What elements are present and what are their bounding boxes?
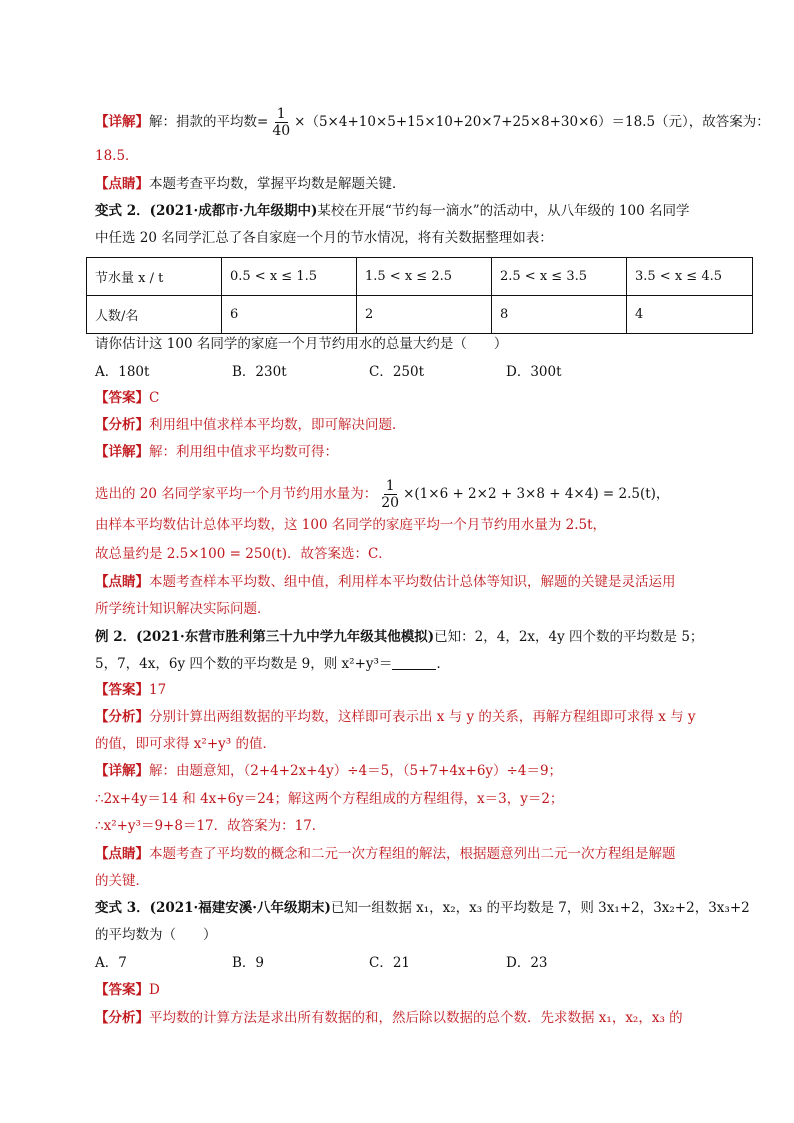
analysis-text: 的值，即可求得 x²+y³ 的值． — [95, 736, 276, 752]
table-cell: 6 — [222, 296, 357, 334]
table-cell: 2 — [357, 296, 492, 334]
problem-label: 变式 2．(2021·成都市·九年级期中) — [95, 203, 318, 219]
answer-tag: 【答案】 — [95, 682, 149, 698]
water-saving-table — [86, 257, 753, 334]
detail-tag: 【详解】 — [95, 444, 149, 460]
fraction-denominator: 20 — [381, 495, 400, 511]
option-c: C．250t — [369, 364, 425, 380]
fraction — [379, 478, 401, 511]
v2-answer-line — [95, 388, 754, 408]
table-header-cell: 节水量 x / t — [87, 258, 222, 296]
fraction-numerator: 1 — [385, 478, 395, 494]
option-d: D．23 — [506, 955, 548, 971]
analysis-text: 利用组中值求样本平均数，即可解决问题． — [149, 417, 406, 433]
table-cell: 8 — [492, 296, 627, 334]
analysis-text: 平均数的计算方法是求出所有数据的和，然后除以数据的总个数．先求数据 x₁，x₂，x₃ 的 — [149, 1010, 683, 1026]
answer-value: C — [149, 390, 160, 406]
answer-tag: 【答案】 — [95, 982, 149, 998]
table-cell: 人数/名 — [87, 296, 222, 334]
ex2-detail-line — [95, 761, 754, 781]
fraction — [270, 106, 292, 139]
v2-comment-line — [95, 572, 754, 592]
table-cell: 4 — [627, 296, 753, 334]
detail-text: 选出的 20 名同学家平均一个月节约用水量为： — [95, 486, 378, 502]
comment-text: 所学统计知识解决实际问题． — [95, 601, 271, 617]
answer-value: 17 — [149, 682, 167, 698]
problem-text: 已知一组数据 x₁，x₂，x₃ 的平均数是 7，则 3x₁+2，3x₂+2，3x₃+2 — [330, 900, 750, 916]
detail-text: ∴2x+4y＝14 和 4x+6y＝24；解这两个方程组成的方程组得，x＝3，y＝2； — [95, 791, 564, 807]
v2-detail-line — [95, 442, 754, 462]
problem-text: 已知：2，4，2x，4y 四个数的平均数是 5； — [434, 629, 704, 645]
fraction-numerator: 1 — [276, 106, 286, 122]
answer-value: 18.5． — [95, 148, 139, 164]
fraction-denominator: 40 — [272, 123, 291, 139]
detail-text: 解：捐款的平均数= — [149, 114, 269, 130]
q1-detail-line — [95, 106, 770, 139]
v2-calc-line — [95, 478, 754, 511]
table-header-cell: 0.5 < x ≤ 1.5 — [222, 258, 357, 296]
table-header-cell: 3.5 < x ≤ 4.5 — [627, 258, 753, 296]
v2-analysis-line — [95, 415, 754, 435]
analysis-text: 分别计算出两组数据的平均数，这样即可表示出 x 与 y 的关系，再解方程组即可求得 x 与 y — [149, 709, 696, 725]
detail-tag: 【详解】 — [95, 763, 149, 779]
option-b: B．230t — [232, 364, 287, 380]
options-row — [95, 362, 754, 382]
answer-tag: 【答案】 — [95, 390, 149, 406]
question-text: 请你估计这 100 名同学的家庭一个月节约用水的总量大约是（ ） — [95, 336, 508, 352]
ex2-comment-line — [95, 844, 754, 864]
comment-tag: 【点睛】 — [95, 176, 149, 192]
comment-text: 的关键． — [95, 873, 149, 889]
detail-text: ×（5×4+10×5+15×10+20×7+25×8+30×6）＝18.5（元），故答案为： — [294, 114, 770, 130]
options-row — [95, 953, 754, 973]
table-header-cell: 2.5 < x ≤ 3.5 — [492, 258, 627, 296]
v2-title-line — [95, 201, 754, 221]
ex2-answer-line — [95, 680, 754, 700]
detail-text: 由样本平均数估计总体平均数，这 100 名同学的家庭平均一个月节约用水量为 2.5t， — [95, 517, 607, 533]
problem-text: 的平均数为（ ） — [95, 927, 217, 943]
v3-title-line — [95, 898, 754, 918]
option-b: B．9 — [232, 955, 265, 971]
problem-label: 变式 3．(2021·福建安溪·八年级期末) — [95, 900, 331, 916]
answer-blank — [392, 655, 436, 670]
option-a: A．7 — [95, 955, 127, 971]
detail-tag: 【详解】 — [95, 114, 149, 130]
detail-text: 解：由题意知，（2+4+2x+4y）÷4＝5，（5+7+4x+6y）÷4＝9； — [149, 763, 563, 779]
table-header-cell: 1.5 < x ≤ 2.5 — [357, 258, 492, 296]
comment-text: 本题考查平均数，掌握平均数是解题关键． — [149, 176, 406, 192]
problem-text: 5，7，4x，6y 四个数的平均数是 9，则 x²+y³＝ — [95, 656, 393, 672]
answer-value: D — [149, 982, 160, 998]
v3-answer-line — [95, 980, 754, 1000]
detail-text: 故总量约是 2.5×100 = 250(t)．故答案选：C． — [95, 546, 392, 562]
option-d: D．300t — [506, 364, 562, 380]
comment-text: 本题考查样本平均数、组中值，利用样本平均数估计总体等知识，解题的关键是灵活运用 — [149, 574, 676, 590]
detail-text: ∴x²+y³＝9+8＝17．故答案为：17． — [95, 818, 326, 834]
option-a: A．180t — [95, 364, 150, 380]
comment-tag: 【点睛】 — [95, 846, 149, 862]
q1-comment-line — [95, 174, 754, 194]
problem-text: 中任选 20 名同学汇总了各自家庭一个月的节水情况，将有关数据整理如表： — [95, 230, 553, 246]
ex2-title-line — [95, 627, 754, 647]
table-row — [87, 296, 753, 334]
ex2-question-line — [95, 654, 754, 674]
table-row — [87, 258, 753, 296]
problem-text: ． — [436, 656, 450, 672]
detail-text: ×(1×6 + 2×2 + 3×8 + 4×4) = 2.5(t)， — [403, 486, 670, 502]
ex2-analysis-line — [95, 707, 754, 727]
comment-tag: 【点睛】 — [95, 574, 149, 590]
analysis-tag: 【分析】 — [95, 417, 149, 433]
detail-text: 解：利用组中值求平均数可得： — [149, 444, 338, 460]
option-c: C．21 — [369, 955, 411, 971]
comment-text: 本题考查了平均数的概念和二元一次方程组的解法，根据题意列出二元一次方程组是解题 — [149, 846, 676, 862]
v3-analysis-line — [95, 1008, 754, 1028]
problem-label: 例 2．(2021·东营市胜利第三十九中学九年级其他模拟) — [95, 629, 435, 645]
analysis-tag: 【分析】 — [95, 709, 149, 725]
problem-text: 某校在开展“节约每一滴水”的活动中，从八年级的 100 名同学 — [317, 203, 690, 219]
analysis-tag: 【分析】 — [95, 1010, 149, 1026]
